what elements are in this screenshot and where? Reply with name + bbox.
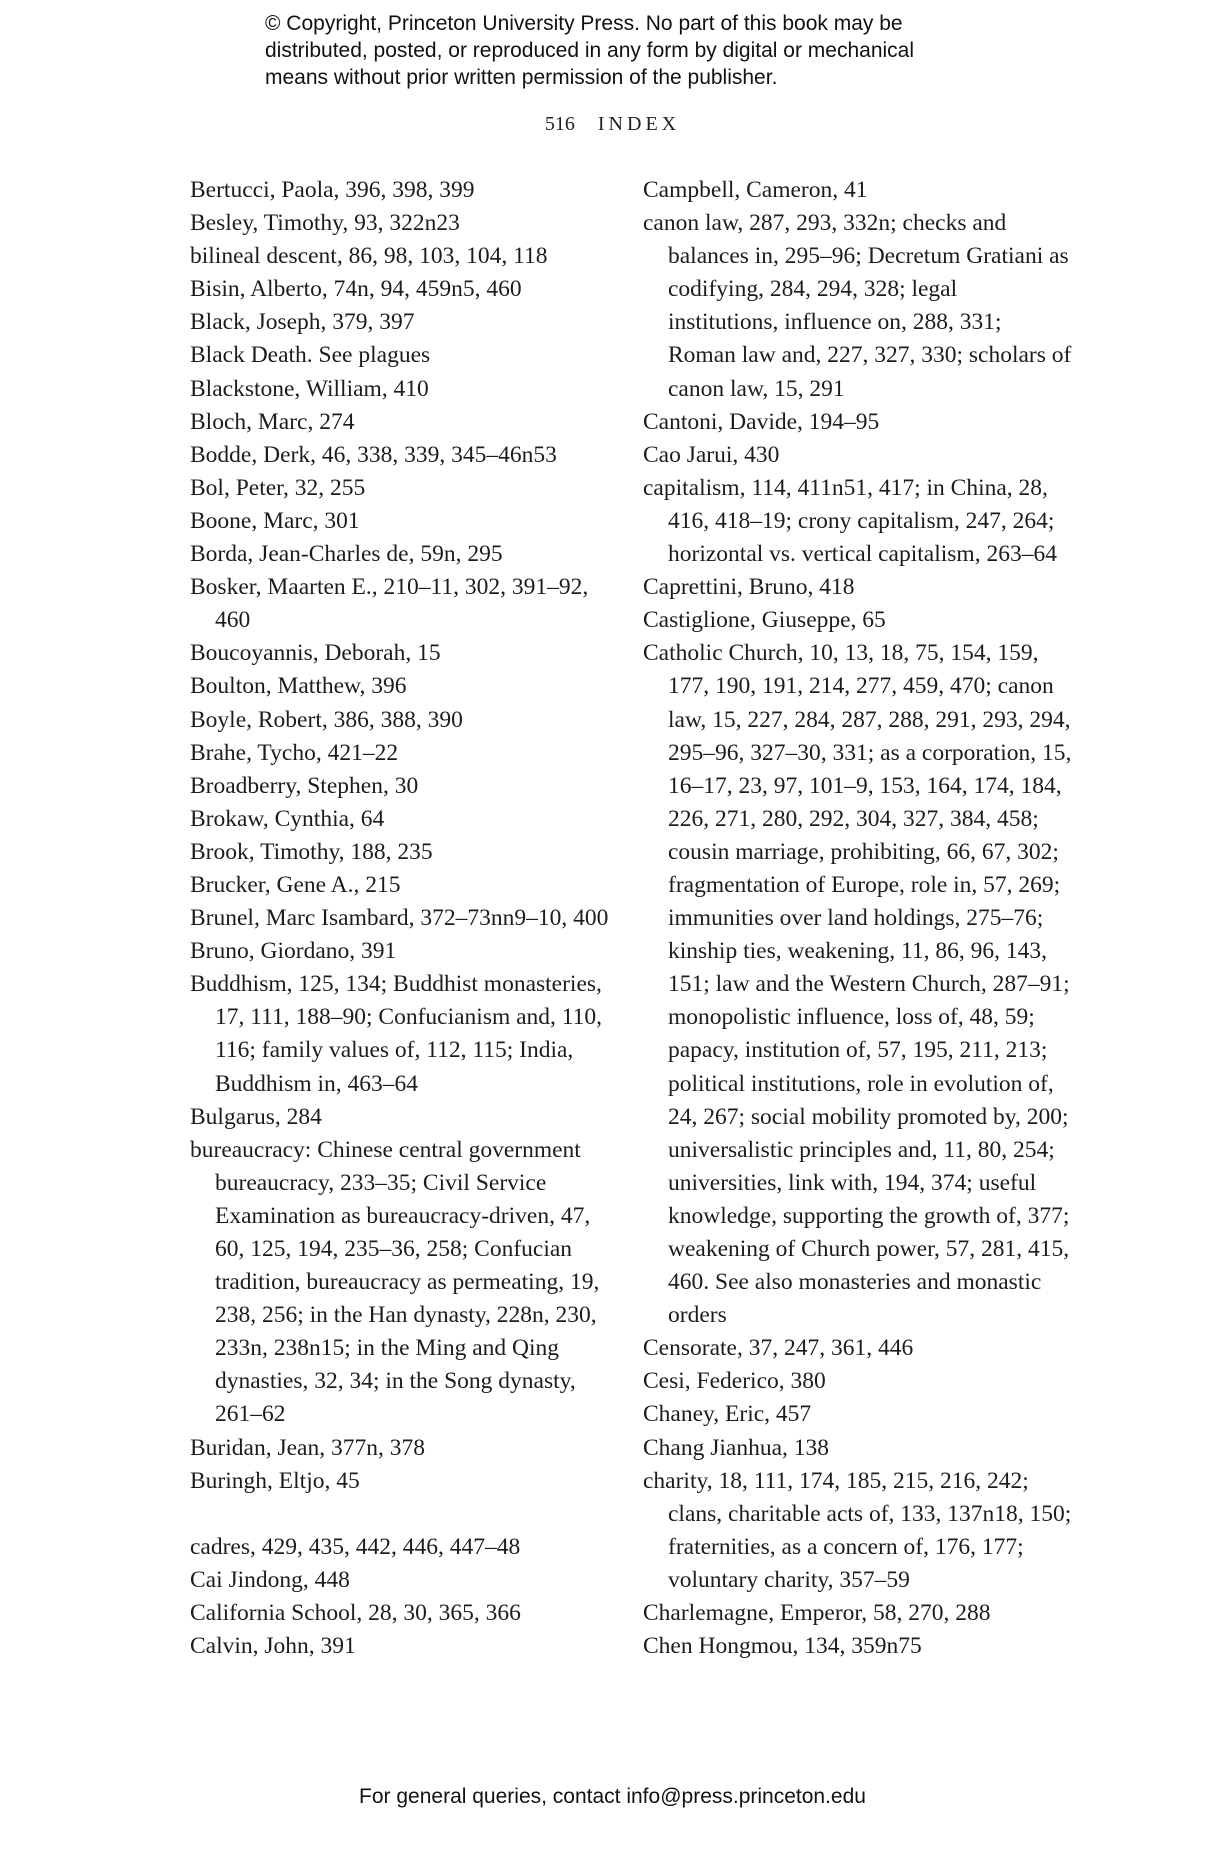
- index-entry: Black Death. See plagues: [190, 342, 431, 369]
- index-entry: Borda, Jean-Charles de, 59n, 295: [190, 541, 503, 568]
- footer-contact: For general queries, contact info@press.princeton.edu: [359, 1785, 866, 1808]
- index-column-right: [643, 174, 1073, 1663]
- index-entry: Buringh, Eltjo, 45: [190, 1467, 360, 1494]
- index-entry: Cantoni, Davide, 194–95: [643, 408, 880, 435]
- index-entry: Bloch, Marc, 274: [190, 408, 355, 435]
- index-entry: bilineal descent, 86, 98, 103, 104, 118: [190, 243, 548, 270]
- index-entry: Catholic Church, 10, 13, 18, 75, 154, 159, 177, 190, 191, 214, 277, 459, 470; canon law, 15, 227, 284, 287, 288, 291, 293, 294, 295–96, 327–30, 331; as a corporation, 15, 16–17, 23, 97, 101–9, 153, 164, 174, 184, 226, 271, 280, 292, 304, 327, 384, 458; cousin marriage, prohibiting, 66, 67, 302; fragmentation of Europe, role in, 57, 269; immunities over land holdings, 275–76; kinship ties, weakening, 11, 86, 96, 143, 151; law and the Western Church, 287–91; monopolistic influence, loss of, 48, 59; papacy, institution of, 57, 195, 211, 213; political institutions, role in evolution of, 24, 267; social mobility promoted by, 200; universalistic principles and, 11, 80, 254; universities, link with, 194, 374; useful knowledge, supporting the growth of, 377; weakening of Church power, 57, 281, 415, 460. See also monasteries and monastic orders: [643, 640, 1072, 1329]
- running-head: [0, 113, 1225, 136]
- index-entry: California School, 28, 30, 365, 366: [190, 1599, 521, 1626]
- index-entry: Censorate, 37, 247, 361, 446: [643, 1335, 914, 1362]
- index-entry: Black, Joseph, 379, 397: [190, 309, 415, 336]
- section-title: INDEX: [597, 113, 681, 135]
- index-entry: Chen Hongmou, 134, 359n75: [643, 1633, 922, 1660]
- index-entry: Brucker, Gene A., 215: [190, 871, 401, 898]
- index-entry: charity, 18, 111, 174, 185, 215, 216, 242; clans, charitable acts of, 133, 137n18, 150; fraternities, as a concern of, 176, 177; voluntary charity, 357–59: [643, 1467, 1072, 1593]
- page-number: 516: [544, 113, 575, 135]
- index-entry: canon law, 287, 293, 332n; checks and balances in, 295–96; Decretum Gratiani as codifying, 284, 294, 328; legal institutions, influence on, 288, 331; Roman law and, 227, 327, 330; scholars of canon law, 15, 291: [643, 210, 1072, 402]
- index-entry: Chaney, Eric, 457: [643, 1401, 812, 1428]
- index-entry: Caprettini, Bruno, 418: [643, 574, 855, 601]
- index-entry: Buridan, Jean, 377n, 378: [190, 1434, 425, 1461]
- index-entry: Bisin, Alberto, 74n, 94, 459n5, 460: [190, 276, 522, 303]
- index-entry: Cai Jindong, 448: [190, 1566, 350, 1593]
- index-entry: Broadberry, Stephen, 30: [190, 772, 419, 799]
- copyright-notice: [265, 10, 1025, 91]
- index-entry: Bertucci, Paola, 396, 398, 399: [190, 177, 475, 203]
- copyright-line: means without prior written permission of the publisher.: [265, 66, 778, 89]
- index-entry: Charlemagne, Emperor, 58, 270, 288: [643, 1600, 991, 1627]
- index-entry: capitalism, 114, 411n51, 417; in China, 28, 416, 418–19; crony capitalism, 247, 264; horizontal vs. vertical capitalism, 263–64: [643, 474, 1057, 568]
- index-entry: Bosker, Maarten E., 210–11, 302, 391–92, 460: [190, 574, 589, 634]
- index-entry: Bruno, Giordano, 391: [190, 938, 397, 965]
- index-entry: Blackstone, William, 410: [190, 375, 429, 402]
- index-entry: Bol, Peter, 32, 255: [190, 474, 366, 501]
- index-entry: Brook, Timothy, 188, 235: [190, 838, 433, 865]
- index-entry: Besley, Timothy, 93, 322n23: [190, 210, 460, 237]
- index-entry: Brokaw, Cynthia, 64: [190, 805, 385, 832]
- index-entry: Boyle, Robert, 386, 388, 390: [190, 706, 463, 733]
- index-entry: cadres, 429, 435, 442, 446, 447–48: [190, 1533, 521, 1560]
- index-entry: Brunel, Marc Isambard, 372–73nn9–10, 400: [190, 905, 609, 932]
- index-entry: Boucoyannis, Deborah, 15: [190, 640, 441, 667]
- index-entry: Campbell, Cameron, 41: [643, 177, 868, 203]
- index-entry: Bodde, Derk, 46, 338, 339, 345–46n53: [190, 441, 557, 468]
- index-entry: Cesi, Federico, 380: [643, 1368, 826, 1395]
- index-entry: Bulgarus, 284: [190, 1103, 322, 1130]
- index-column-left: [190, 174, 620, 1663]
- index-entry: Boone, Marc, 301: [190, 507, 360, 534]
- index-entry: Chang Jianhua, 138: [643, 1434, 830, 1461]
- index-entry: Boulton, Matthew, 396: [190, 673, 407, 700]
- index-entry: Castiglione, Giuseppe, 65: [643, 607, 886, 634]
- copyright-line: © Copyright, Princeton University Press. No part of this book may be: [265, 12, 903, 35]
- index-entry: bureaucracy: Chinese central government bureaucracy, 233–35; Civil Service Examination as bureaucracy-driven, 47, 60, 125, 194, 235–36, 258; Confucian tradition, bureaucracy as permeating, 19, 238, 256; in the Han dynasty, 228n, 230, 233n, 238n15; in the Ming and Qing dynasties, 32, 34; in the Song dynasty, 261–62: [190, 1136, 600, 1428]
- index-entry: Cao Jarui, 430: [643, 441, 780, 468]
- copyright-line: distributed, posted, or reproduced in any form by digital or mechanical: [265, 39, 915, 62]
- index-entry: Calvin, John, 391: [190, 1633, 356, 1660]
- index-entry: Brahe, Tycho, 421–22: [190, 739, 399, 766]
- index-entry: Buddhism, 125, 134; Buddhist monasteries, 17, 111, 188–90; Confucianism and, 110, 116; family values of, 112, 115; India, Buddhism in, 463–64: [190, 971, 603, 1097]
